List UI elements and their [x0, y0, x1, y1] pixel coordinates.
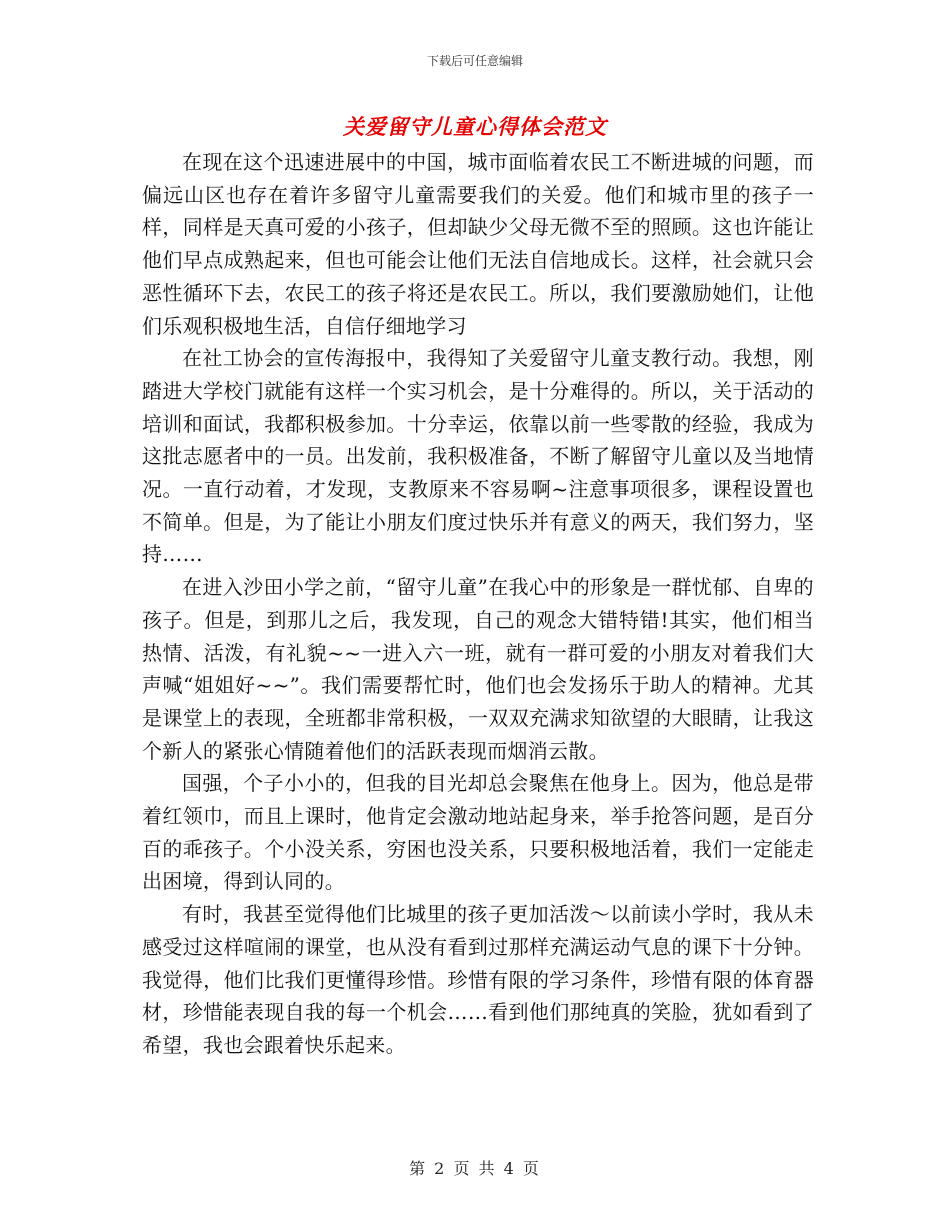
paragraph-5: 有时，我甚至觉得他们比城里的孩子更加活泼～以前读小学时，我从未感受过这样喧闹的课堂，也从没有看到过那样充满运动气息的课下十分钟。我觉得，他们比我们更懂得珍惜。珍惜有限的学习条件，珍惜有限的体育器材，珍惜能表现自我的每一个机会……看到他们那纯真的笑脸，犹如看到了希望，我也会跟着快乐起来。 [142, 902, 814, 1057]
header-note: 下载后可任意编辑 [426, 54, 523, 68]
paragraph-1: 在现在这个迅速进展中的中国，城市面临着农民工不断进城的问题，而偏远山区也存在着许多留守儿童需要我们的关爱。他们和城市里的孩子一样，同样是天真可爱的小孩子，但却缺少父母无微不至的照顾。这也许能让他们早点成熟起来，但也可能会让他们无法自信地成长。这样，社会就只会恶性循环下去，农民工的孩子将还是农民工。所以，我们要激励她们，让他们乐观积极地生活，自信仔细地学习 [142, 150, 814, 338]
paragraph-2: 在社工协会的宣传海报中，我得知了关爱留守儿童支教行动。我想，刚踏进大学校门就能有这样一个实习机会，是十分难得的。所以，关于活动的培训和面试，我都积极参加。十分幸运，依靠以前一些零散的经验，我成为这批志愿者中的一员。出发前，我积极准备，不断了解留守儿童以及当地情况。一直行动着，才发现，支教原来不容易啊~注意事项很多，课程设置也不简单。但是，为了能让小朋友们度过快乐并有意义的两天，我们努力，坚持…… [142, 346, 814, 567]
document-body [142, 146, 814, 1062]
paragraph-3: 在进入沙田小学之前，“留守儿童”在我心中的形象是一群忧郁、自卑的孩子。但是，到那儿之后，我发现，自己的观念大错特错!其实，他们相当热情、活泼，有礼貌~~一进入六一班，就有一群可爱的小朋友对着我们大声喊“姐姐好~~”。我们需要帮忙时，他们也会发扬乐于助人的精神。尤其是课堂上的表现，全班都非常积极，一双双充满求知欲望的大眼睛，让我这个新人的紧张心情随着他们的活跃表现而烟消云散。 [142, 575, 814, 763]
page-number: 第 2 页 共 4 页 [409, 1159, 541, 1178]
document-title: 关爱留守儿童心得体会范文 [343, 115, 607, 139]
paragraph-4: 国强，个子小小的，但我的目光却总会聚焦在他身上。因为，他总是带着红领巾，而且上课时，他肯定会激动地站起身来，举手抢答问题，是百分百的乖孩子。个小没关系，穷困也没关系，只要积极地活着，我们一定能走出困境，得到认同的。 [142, 771, 814, 894]
